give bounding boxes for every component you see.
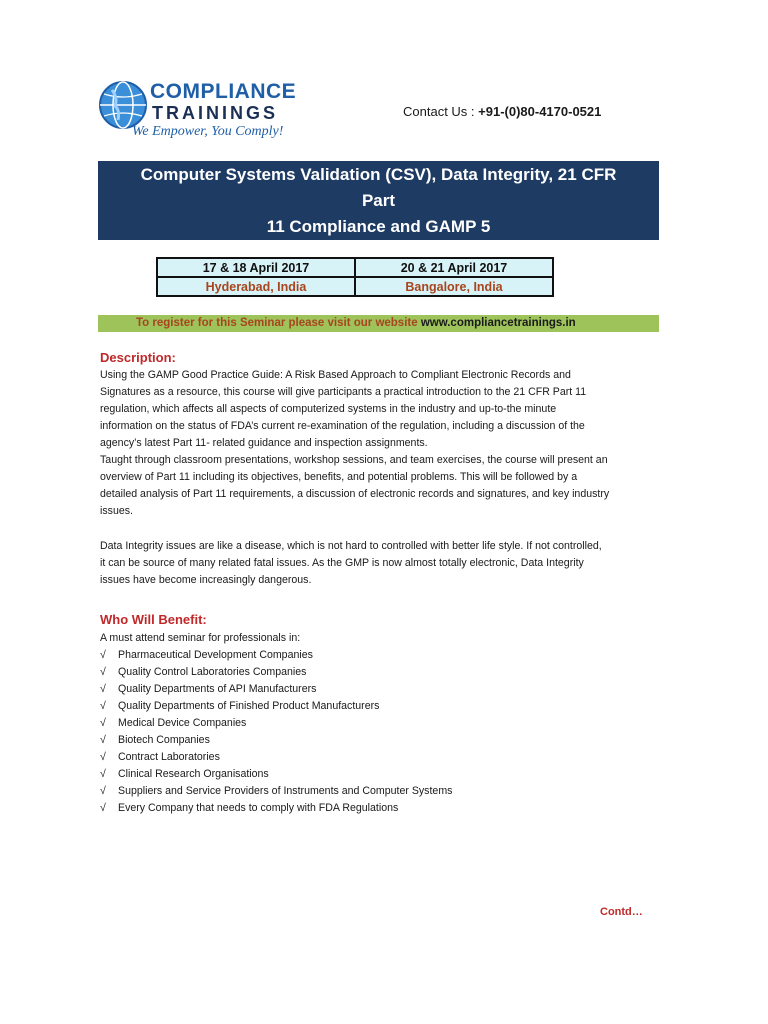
seminar-title-banner <box>98 161 659 240</box>
text-line: regulation, which affects all aspects of computerized systems in the industry and up-to-the minute <box>100 403 557 415</box>
company-logo <box>98 78 338 148</box>
logo-tagline: We Empower, You Comply! <box>132 124 284 139</box>
schedule-location-1: Hyderabad, India <box>157 277 355 296</box>
seminar-title-line1: Computer Systems Validation (CSV), Data Integrity, 21 CFR Part <box>140 164 617 210</box>
list-item <box>100 783 452 800</box>
list-item-label: Medical Device Companies <box>118 717 247 729</box>
text-line: overview of Part 11 including its objectives, benefits, and potential problems. This will be followed by a <box>100 471 578 483</box>
list-item-label: Clinical Research Organisations <box>118 768 269 780</box>
checkmark-icon: √ <box>100 700 106 712</box>
checkmark-icon: √ <box>100 683 106 695</box>
text-line: detailed analysis of Part 11 requirements, a discussion of electronic records and signatures, and key industry <box>100 488 610 500</box>
text-line: Data Integrity issues are like a disease, which is not hard to controlled with better life style. If not controlled, <box>100 540 602 552</box>
description-heading: Description: <box>100 350 176 365</box>
list-item <box>100 732 452 749</box>
benefit-heading: Who Will Benefit: <box>100 612 207 627</box>
text-line: information on the status of FDA’s current re-examination of the regulation, including a discussion of the <box>100 420 585 432</box>
description-paragraph-1 <box>100 367 670 520</box>
checkmark-icon: √ <box>100 649 106 661</box>
continued-label: Contd… <box>600 906 643 918</box>
text-line: issues have become increasingly dangerous. <box>100 574 312 586</box>
list-item-label: Every Company that needs to comply with FDA Regulations <box>118 802 399 814</box>
contact-label: Contact Us : <box>403 104 479 119</box>
list-item <box>100 766 452 783</box>
list-item <box>100 749 452 766</box>
text-line: it can be source of many related fatal issues. As the GMP is now almost totally electronic, Data Integrity <box>100 557 584 569</box>
website-link[interactable]: www.compliancetrainings.in <box>420 317 576 329</box>
list-item-label: Quality Departments of API Manufacturers <box>118 683 317 695</box>
checkmark-icon: √ <box>100 751 106 763</box>
text-line: issues. <box>100 505 133 517</box>
list-item <box>100 647 452 664</box>
checkmark-icon: √ <box>100 666 106 678</box>
list-item <box>100 698 452 715</box>
schedule-location-2: Bangalore, India <box>355 277 553 296</box>
list-item <box>100 681 452 698</box>
text-line: agency’s latest Part 11- related guidance and inspection assignments. <box>100 437 428 449</box>
checkmark-icon: √ <box>100 717 106 729</box>
logo-text-compliance: COMPLIANCE <box>150 80 297 103</box>
benefit-list <box>100 647 452 817</box>
text-line: Using the GAMP Good Practice Guide: A Risk Based Approach to Compliant Electronic Records and <box>100 369 571 381</box>
contact-phone[interactable]: +91-(0)80-4170-0521 <box>478 104 602 119</box>
checkmark-icon: √ <box>100 734 106 746</box>
register-bar <box>98 315 659 332</box>
list-item <box>100 800 452 817</box>
list-item-label: Contract Laboratories <box>118 751 220 763</box>
schedule-table <box>156 257 554 297</box>
list-item <box>100 715 452 732</box>
schedule-date-1: 17 & 18 April 2017 <box>157 258 355 277</box>
checkmark-icon: √ <box>100 768 106 780</box>
contact-info <box>403 104 601 119</box>
description-paragraph-2 <box>100 538 670 589</box>
list-item-label: Quality Departments of Finished Product Manufacturers <box>118 700 380 712</box>
logo-text-trainings: TRAININGS <box>152 103 278 123</box>
benefit-intro: A must attend seminar for professionals in: <box>100 632 301 644</box>
list-item-label: Quality Control Laboratories Companies <box>118 666 307 678</box>
list-item-label: Biotech Companies <box>118 734 210 746</box>
checkmark-icon: √ <box>100 785 106 797</box>
list-item-label: Suppliers and Service Providers of Instruments and Computer Systems <box>118 785 453 797</box>
list-item-label: Pharmaceutical Development Companies <box>118 649 313 661</box>
seminar-title-line2: 11 Compliance and GAMP 5 <box>266 216 491 236</box>
checkmark-icon: √ <box>100 802 106 814</box>
register-text: To register for this Seminar please visit our website <box>136 317 421 329</box>
text-line: Taught through classroom presentations, workshop sessions, and team exercises, the course will present an <box>100 454 608 466</box>
list-item <box>100 664 452 681</box>
schedule-date-2: 20 & 21 April 2017 <box>355 258 553 277</box>
globe-icon <box>98 80 148 130</box>
text-line: Signatures as a resource, this course will give participants a practical introduction to the 21 CFR Part 11 <box>100 386 587 398</box>
